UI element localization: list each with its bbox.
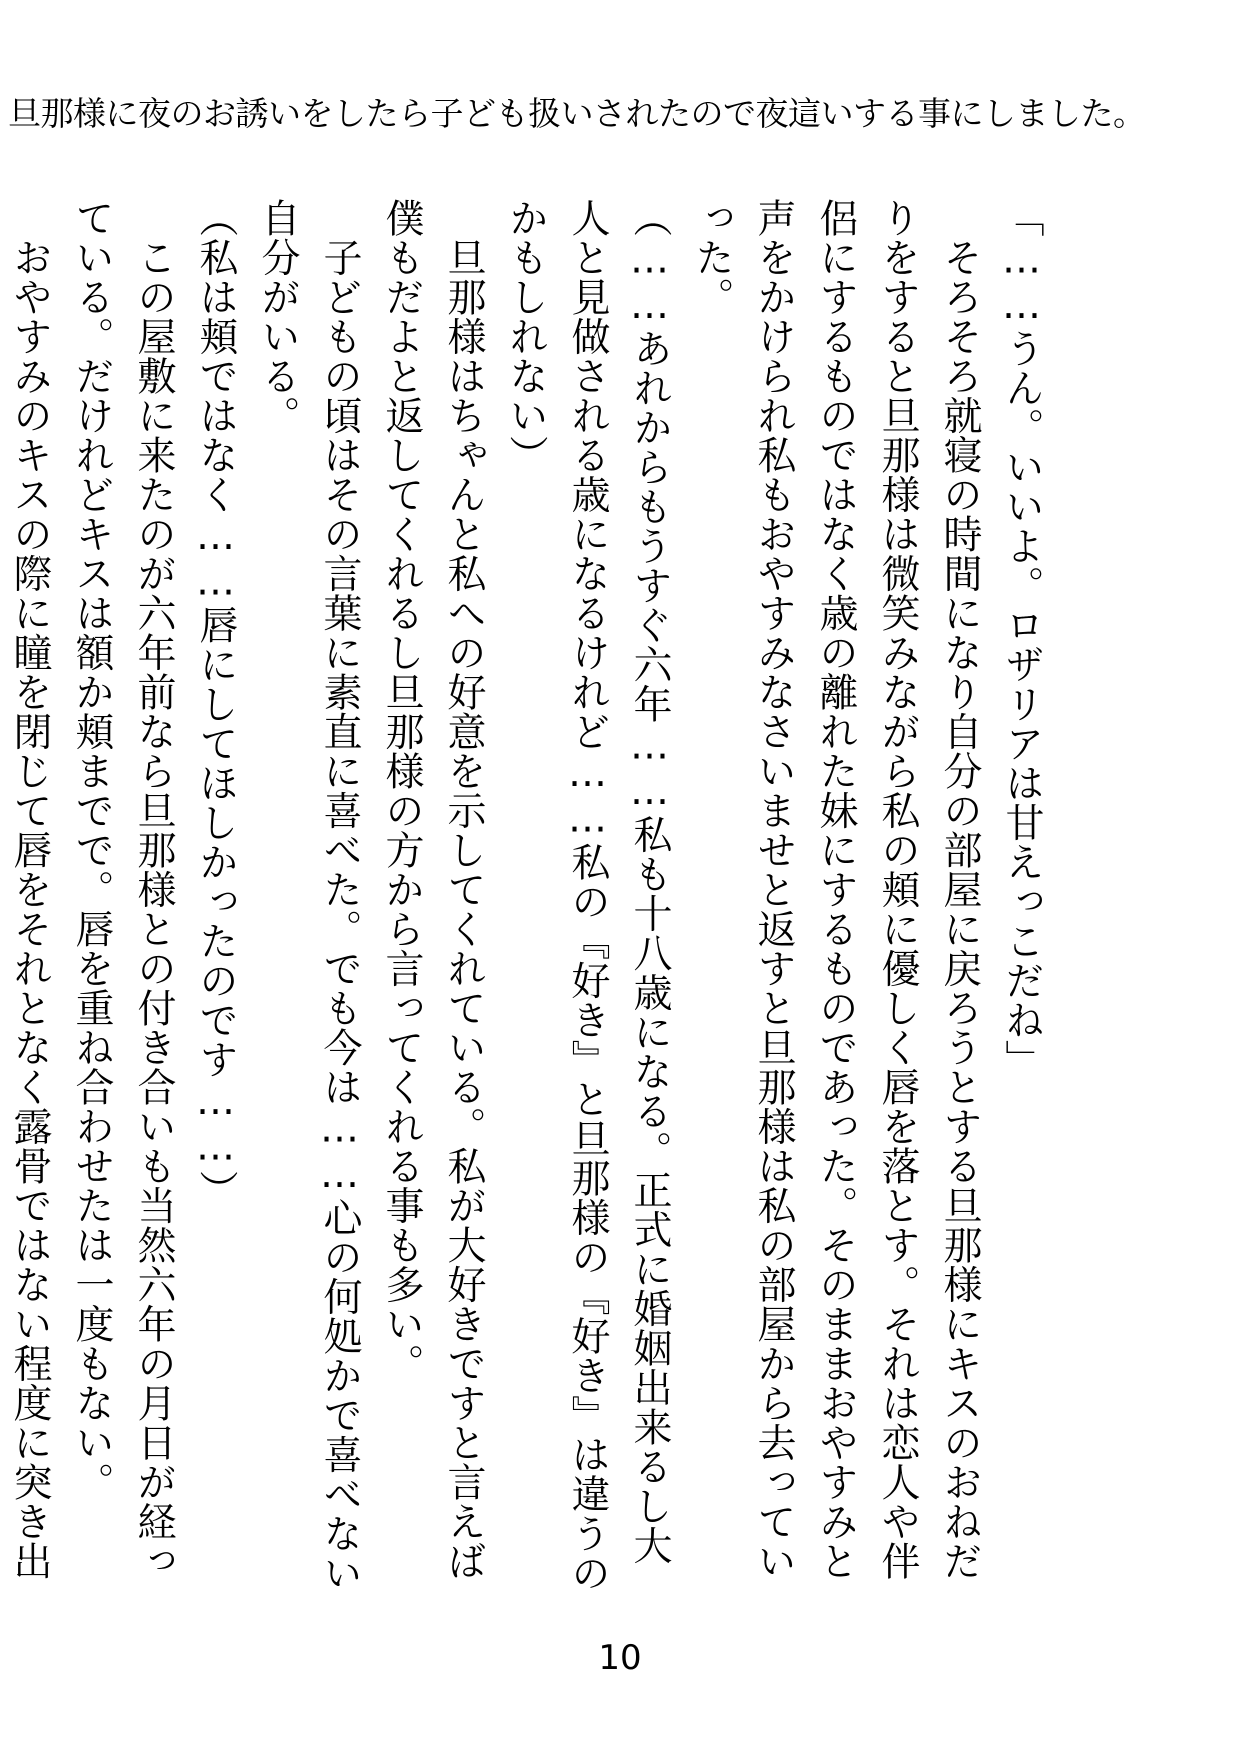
page-number: 10 <box>598 1638 642 1678</box>
running-header-title: 旦那様に夜のお誘いをしたら子ども扱いされたので夜這いする事にしました。 <box>8 94 1146 133</box>
paragraph: 「……うん。いいよ。ロザリアは甘えっこだね」 <box>999 198 1044 1079</box>
paragraph: 旦那様はちゃんと私への好意を示してくれている。私が大好きですと言えば僕もだよと返してくれるし旦那様の方から言ってくれる事も多い。 <box>379 198 486 1581</box>
vertical-body-text <box>0 198 1052 1598</box>
paragraph: この屋敷に来たのが六年前なら旦那様との付き合いも当然六年の月日が経っている。だけれどキスは額か頬までで。唇を重ね合わせたは一度もない。 <box>69 198 176 1581</box>
paragraph: （私は頬ではなく……唇にしてほしかったのです……） <box>193 198 238 1210</box>
paragraph: そろそろ就寝の時間になり自分の部屋に戻ろうとする旦那様にキスのおねだりをすると旦那様は微笑みながら私の頬に優しく唇を落とす。それは恋人や伴侶にするものではなく歳の離れた妹にするものであった。そのままおやすみと声をかけられ私もおやすみなさいませと返すと旦那様は私の部屋から去っていった。 <box>689 198 982 1581</box>
paragraph: おやすみのキスの際に瞳を閉じて唇をそれとなく露骨ではない程度に突き出 <box>7 237 52 1581</box>
paragraph: （……あれからもうすぐ六年……私も十八歳になる。正式に婚姻出来るし大人と見做される歳になるけれど……私の『好き』と旦那様の『好き』は違うのかもしれない） <box>503 198 672 1593</box>
paragraph: 子どもの頃はその言葉に素直に喜べた。でも今は……心の何処かで喜べない自分がいる。 <box>255 198 362 1593</box>
